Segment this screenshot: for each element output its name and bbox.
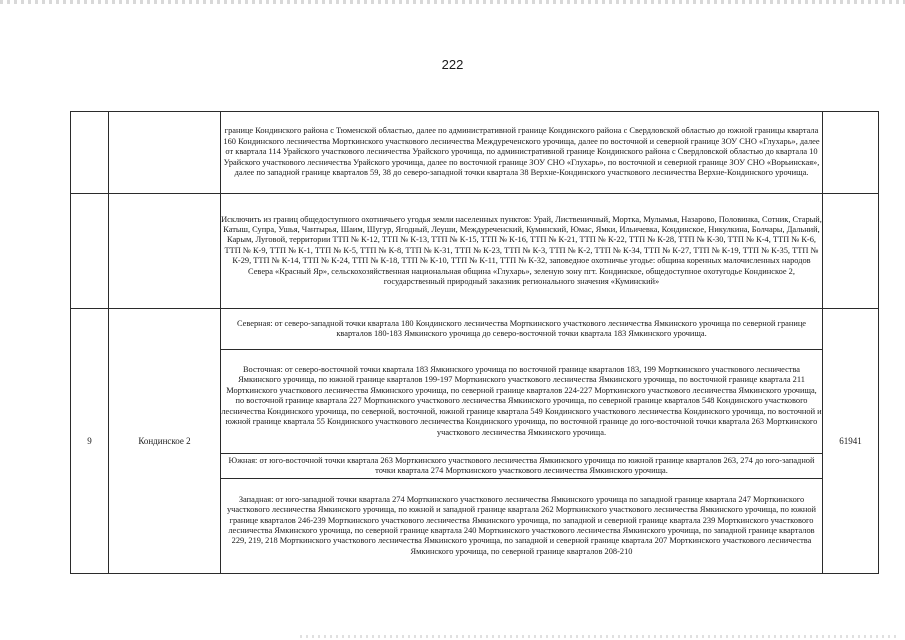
table-row-continuation bbox=[71, 112, 879, 194]
boundary-continuation-text: границе Кондинского района с Тюменской областью, далее по административной границе Кондинского района с Свердловской областью до южной границы квартала 160 Кондинского лесничества Морткинского участкового лесничества Междуреченского урочища, далее по восточной и северной границе ЗОУ СНО «Глухарь», далее от квартала 114 Урайского участкового лесничества Урайского урочища, по административной границе Кондинского района с Свердловской областью до квартала 10 Урайского участкового лесничества Урайского урочища, далее по восточной границе ЗОУ СНО «Глухарь», по восточной и северной границе ЗОУ СНО «Ворьинская», далее по западной границе кварталов 59, 38 до северо-западной точки квартала 38 Верхне-Кондинского участкового лесничества Верхне-Кондинского урочища. bbox=[221, 112, 823, 194]
south-boundary-text: Южная: от юго-восточной точки квартала 263 Морткинского участкового лесничества Ямкинского урочища по южной границе кварталов 263, 274 до юго-западной точки квартала 274 Морткинского участкового лесничества Ямкинского урочища. bbox=[221, 454, 823, 479]
empty-name-cell bbox=[109, 112, 221, 194]
empty-area-cell bbox=[823, 194, 879, 309]
entry-number: 9 bbox=[71, 309, 109, 574]
empty-number-cell bbox=[71, 112, 109, 194]
entry-area: 61941 bbox=[823, 309, 879, 574]
north-boundary-text: Северная: от северо-западной точки квартала 180 Кондинского лесничества Морткинского участкового лесничества Ямкинского урочища по северной границе кварталов 180-183 Ямкинского урочища до северо-восточной точки квартала 183 Ямкинского урочища. bbox=[221, 309, 823, 350]
exclusions-text: Исключить из границ общедоступного охотничьего угодья земли населенных пунктов: Урай, Лиственичный, Мортка, Мулымья, Назарово, Половинка, Сотник, Старый, Катыш, Супра, Ушья, Чантырья, Шаим, Шугур, Ягодный, Леуши, Междуреченский, Куминский, Юмас, Ямки, Ильичевка, Кондинское, Никулкина, Болчары, Дальний, Карым, Луговой, территории ТТП № К-12, ТТП № К-13, ТТП № К-15, ТТП № К-16, ТТП № К-21, ТТП № К-22, ТТП № К-28, ТТП № К-30, ТТП № К-4, ТТП № К-6, ТТП № К-9, ТТП № К-1, ТТП № К-5, ТТП № К-8, ТТП № К-31, ТТП № К-23, ТТП № К-3, ТТП № К-2, ТТП № К-34, ТТП № К-27, ТТП № К-19, ТТП № К-35, ТТП № К-29, ТТП № К-14, ТТП № К-24, ТТП № К-18, ТТП № К-10, ТТП № К-11, ТТП № К-32, заповедное охотничье угодье: община коренных малочисленных народов Севера «Красный Яр», сельскохозяйственная национальная община «Глухарь», зеленую зону пгт. Кондинское, общедоступное охотугодье Кондинское 2, государственный природный заказник регионального значения «Куминский» bbox=[221, 194, 823, 309]
hunting-grounds-table bbox=[70, 111, 879, 574]
table-row-exclusions bbox=[71, 194, 879, 309]
scan-edge-top bbox=[0, 0, 905, 4]
west-boundary-text: Западная: от юго-западной точки квартала 274 Морткинского участкового лесничества Ямкинского урочища по западной границе квартала 247 Морткинского участкового лесничества Ямкинского урочища, по южной и западной границе квартала 262 Морткинского участкового лесничества Ямкинского урочища, по южной границе кварталов 246-239 Морткинского участкового лесничества Ямкинского урочища, по западной и северной границе квартала 239 Морткинского участкового лесничества Ямкинского урочища, по северной границе квартала 240 Морткинского участкового лесничества Ямкинского урочища, по западной границе кварталов 229, 219, 218 Морткинского участкового лесничества Ямкинского урочища, по западной и северной границе квартала 207 Морткинского участкового лесничества Ямкинского урочища, по северной границе кварталов 208-210 bbox=[221, 479, 823, 574]
entry-name: Кондинское 2 bbox=[109, 309, 221, 574]
scan-edge-bottom bbox=[300, 635, 900, 638]
table-row-entry-9-north bbox=[71, 309, 879, 350]
page-number: 222 bbox=[441, 57, 464, 72]
empty-area-cell bbox=[823, 112, 879, 194]
empty-number-cell bbox=[71, 194, 109, 309]
empty-name-cell bbox=[109, 194, 221, 309]
east-boundary-text: Восточная: от северо-восточной точки квартала 183 Ямкинского урочища по восточной границе кварталов 183, 199 Морткинского участкового лесничества Ямкинского урочища, по южной границе кварталов 199-197 Морткинского участкового лесничества Ямкинского урочища, по восточной границе квартала 211 Морткинского участкового лесничества Ямкинского урочища, по северной границе кварталов 224-227 Морткинского участкового лесничества Ямкинского урочища, по восточной границе квартала 227 Морткинского участкового лесничества Ямкинского урочища, по северной границе кварталов 548 Кондинского участкового лесничества Кондинского урочища, по северной, восточной, южной границе квартала 549 Кондинского участкового лесничества Кондинского урочища, по восточной и южной границе квартала 55 Кондинского участкового лесничества Кондинского урочища, по восточной границе до юго-восточной точки квартала 263 Морткинского участкового лесничества Ямкинского урочища. bbox=[221, 350, 823, 454]
